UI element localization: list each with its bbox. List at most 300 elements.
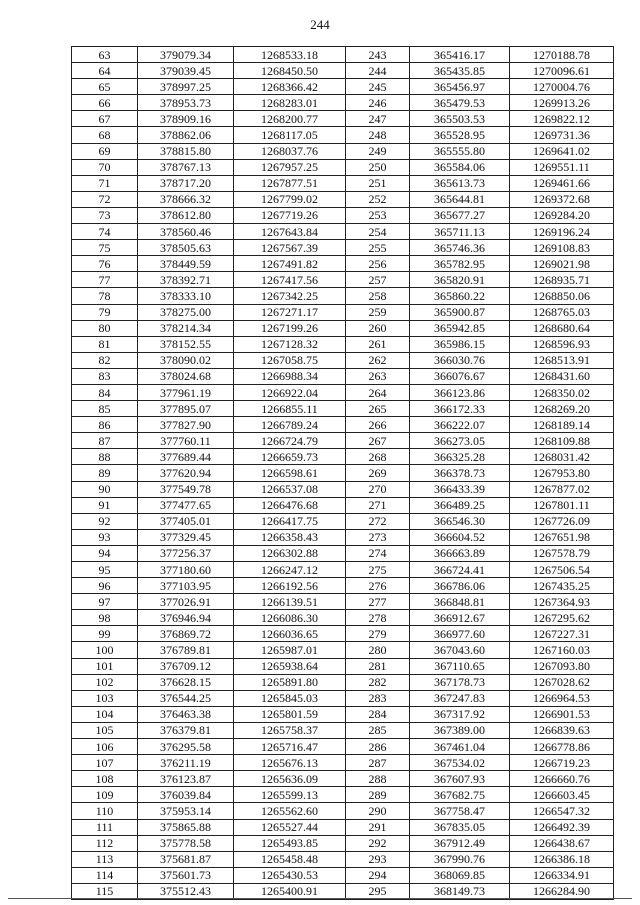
y-coordinate-cell: 1266778.86 <box>510 739 614 755</box>
point-number-cell: 247 <box>346 111 410 127</box>
y-coordinate-cell: 1269822.12 <box>510 111 614 127</box>
point-number-cell: 97 <box>72 594 138 610</box>
table-row <box>72 803 614 819</box>
table-row <box>72 384 614 400</box>
point-number-cell: 253 <box>346 207 410 223</box>
point-number-cell: 286 <box>346 739 410 755</box>
x-coordinate-cell: 366222.07 <box>410 417 510 433</box>
x-coordinate-cell: 366848.81 <box>410 594 510 610</box>
y-coordinate-cell: 1266476.68 <box>234 497 346 513</box>
point-number-cell: 85 <box>72 401 138 417</box>
point-number-cell: 249 <box>346 143 410 159</box>
y-coordinate-cell: 1268513.91 <box>510 352 614 368</box>
point-number-cell: 261 <box>346 336 410 352</box>
x-coordinate-cell: 366786.06 <box>410 578 510 594</box>
point-number-cell: 66 <box>72 95 138 111</box>
x-coordinate-cell: 366030.76 <box>410 352 510 368</box>
point-number-cell: 279 <box>346 626 410 642</box>
y-coordinate-cell: 1266598.61 <box>234 465 346 481</box>
point-number-cell: 109 <box>72 787 138 803</box>
x-coordinate-cell: 377256.37 <box>138 545 234 561</box>
y-coordinate-cell: 1265636.09 <box>234 771 346 787</box>
x-coordinate-cell: 365584.06 <box>410 159 510 175</box>
point-number-cell: 265 <box>346 401 410 417</box>
y-coordinate-cell: 1266988.34 <box>234 368 346 384</box>
x-coordinate-cell: 367317.92 <box>410 706 510 722</box>
y-coordinate-cell: 1268037.76 <box>234 143 346 159</box>
y-coordinate-cell: 1267877.02 <box>510 481 614 497</box>
table-row <box>72 159 614 175</box>
point-number-cell: 271 <box>346 497 410 513</box>
x-coordinate-cell: 365528.95 <box>410 127 510 143</box>
table-row <box>72 449 614 465</box>
x-coordinate-cell: 378560.46 <box>138 224 234 240</box>
y-coordinate-cell: 1267578.79 <box>510 545 614 561</box>
point-number-cell: 267 <box>346 433 410 449</box>
y-coordinate-cell: 1268366.42 <box>234 79 346 95</box>
x-coordinate-cell: 378862.06 <box>138 127 234 143</box>
table-row <box>72 240 614 256</box>
x-coordinate-cell: 379039.45 <box>138 63 234 79</box>
point-number-cell: 276 <box>346 578 410 594</box>
x-coordinate-cell: 367682.75 <box>410 787 510 803</box>
x-coordinate-cell: 376211.19 <box>138 755 234 771</box>
x-coordinate-cell: 368149.73 <box>410 883 510 899</box>
x-coordinate-cell: 375953.14 <box>138 803 234 819</box>
y-coordinate-cell: 1269913.26 <box>510 95 614 111</box>
x-coordinate-cell: 378815.80 <box>138 143 234 159</box>
y-coordinate-cell: 1266036.65 <box>234 626 346 642</box>
point-number-cell: 245 <box>346 79 410 95</box>
table-row <box>72 47 614 63</box>
table-row <box>72 674 614 690</box>
y-coordinate-cell: 1265716.47 <box>234 739 346 755</box>
y-coordinate-cell: 1268850.06 <box>510 288 614 304</box>
y-coordinate-cell: 1266922.04 <box>234 384 346 400</box>
y-coordinate-cell: 1265938.64 <box>234 658 346 674</box>
point-number-cell: 264 <box>346 384 410 400</box>
table-row <box>72 417 614 433</box>
x-coordinate-cell: 377549.78 <box>138 481 234 497</box>
x-coordinate-cell: 365479.53 <box>410 95 510 111</box>
y-coordinate-cell: 1267417.56 <box>234 272 346 288</box>
x-coordinate-cell: 368069.85 <box>410 867 510 883</box>
x-coordinate-cell: 377180.60 <box>138 562 234 578</box>
point-number-cell: 92 <box>72 513 138 529</box>
y-coordinate-cell: 1267227.31 <box>510 626 614 642</box>
x-coordinate-cell: 377329.45 <box>138 529 234 545</box>
y-coordinate-cell: 1266547.32 <box>510 803 614 819</box>
point-number-cell: 256 <box>346 256 410 272</box>
y-coordinate-cell: 1268450.50 <box>234 63 346 79</box>
point-number-cell: 259 <box>346 304 410 320</box>
x-coordinate-cell: 376869.72 <box>138 626 234 642</box>
y-coordinate-cell: 1265676.13 <box>234 755 346 771</box>
point-number-cell: 250 <box>346 159 410 175</box>
x-coordinate-cell: 375512.43 <box>138 883 234 899</box>
y-coordinate-cell: 1268031.42 <box>510 449 614 465</box>
x-coordinate-cell: 377961.19 <box>138 384 234 400</box>
point-number-cell: 96 <box>72 578 138 594</box>
point-number-cell: 248 <box>346 127 410 143</box>
point-number-cell: 114 <box>72 867 138 883</box>
point-number-cell: 104 <box>72 706 138 722</box>
y-coordinate-cell: 1270004.76 <box>510 79 614 95</box>
x-coordinate-cell: 365986.15 <box>410 336 510 352</box>
point-number-cell: 88 <box>72 449 138 465</box>
point-number-cell: 257 <box>346 272 410 288</box>
point-number-cell: 294 <box>346 867 410 883</box>
table-row <box>72 304 614 320</box>
table-row <box>72 722 614 738</box>
table-row <box>72 127 614 143</box>
table-row <box>72 658 614 674</box>
y-coordinate-cell: 1268431.60 <box>510 368 614 384</box>
x-coordinate-cell: 366489.25 <box>410 497 510 513</box>
table-row <box>72 401 614 417</box>
y-coordinate-cell: 1268765.03 <box>510 304 614 320</box>
point-number-cell: 282 <box>346 674 410 690</box>
point-number-cell: 113 <box>72 851 138 867</box>
y-coordinate-cell: 1267058.75 <box>234 352 346 368</box>
y-coordinate-cell: 1267342.25 <box>234 288 346 304</box>
point-number-cell: 91 <box>72 497 138 513</box>
point-number-cell: 246 <box>346 95 410 111</box>
point-number-cell: 71 <box>72 175 138 191</box>
x-coordinate-cell: 375681.87 <box>138 851 234 867</box>
x-coordinate-cell: 377895.07 <box>138 401 234 417</box>
table-row <box>72 562 614 578</box>
point-number-cell: 105 <box>72 722 138 738</box>
x-coordinate-cell: 377103.95 <box>138 578 234 594</box>
y-coordinate-cell: 1267953.80 <box>510 465 614 481</box>
point-number-cell: 103 <box>72 690 138 706</box>
page-bottom-rule <box>8 898 632 899</box>
x-coordinate-cell: 378612.80 <box>138 207 234 223</box>
y-coordinate-cell: 1266192.56 <box>234 578 346 594</box>
y-coordinate-cell: 1268935.71 <box>510 272 614 288</box>
x-coordinate-cell: 366172.33 <box>410 401 510 417</box>
x-coordinate-cell: 365820.91 <box>410 272 510 288</box>
x-coordinate-cell: 379079.34 <box>138 47 234 63</box>
x-coordinate-cell: 367247.83 <box>410 690 510 706</box>
table-row <box>72 771 614 787</box>
x-coordinate-cell: 367110.65 <box>410 658 510 674</box>
point-number-cell: 95 <box>72 562 138 578</box>
point-number-cell: 290 <box>346 803 410 819</box>
y-coordinate-cell: 1265599.13 <box>234 787 346 803</box>
point-number-cell: 107 <box>72 755 138 771</box>
point-number-cell: 72 <box>72 191 138 207</box>
x-coordinate-cell: 378767.13 <box>138 159 234 175</box>
y-coordinate-cell: 1265400.91 <box>234 883 346 899</box>
y-coordinate-cell: 1267028.62 <box>510 674 614 690</box>
x-coordinate-cell: 378333.10 <box>138 288 234 304</box>
x-coordinate-cell: 376628.15 <box>138 674 234 690</box>
table-row <box>72 175 614 191</box>
table-row <box>72 610 614 626</box>
table-row <box>72 835 614 851</box>
y-coordinate-cell: 1266724.79 <box>234 433 346 449</box>
y-coordinate-cell: 1267651.98 <box>510 529 614 545</box>
point-number-cell: 269 <box>346 465 410 481</box>
y-coordinate-cell: 1265527.44 <box>234 819 346 835</box>
y-coordinate-cell: 1266839.63 <box>510 722 614 738</box>
x-coordinate-cell: 377477.65 <box>138 497 234 513</box>
y-coordinate-cell: 1266139.51 <box>234 594 346 610</box>
x-coordinate-cell: 378909.16 <box>138 111 234 127</box>
x-coordinate-cell: 365782.95 <box>410 256 510 272</box>
point-number-cell: 274 <box>346 545 410 561</box>
y-coordinate-cell: 1268109.88 <box>510 433 614 449</box>
x-coordinate-cell: 367990.76 <box>410 851 510 867</box>
table-row <box>72 368 614 384</box>
x-coordinate-cell: 367461.04 <box>410 739 510 755</box>
x-coordinate-cell: 365677.27 <box>410 207 510 223</box>
x-coordinate-cell: 365456.97 <box>410 79 510 95</box>
coordinates-table <box>71 46 614 900</box>
x-coordinate-cell: 375601.73 <box>138 867 234 883</box>
point-number-cell: 112 <box>72 835 138 851</box>
y-coordinate-cell: 1268189.14 <box>510 417 614 433</box>
x-coordinate-cell: 367758.47 <box>410 803 510 819</box>
table-row <box>72 690 614 706</box>
y-coordinate-cell: 1267435.25 <box>510 578 614 594</box>
y-coordinate-cell: 1267643.84 <box>234 224 346 240</box>
x-coordinate-cell: 367389.00 <box>410 722 510 738</box>
point-number-cell: 93 <box>72 529 138 545</box>
y-coordinate-cell: 1266603.45 <box>510 787 614 803</box>
point-number-cell: 260 <box>346 320 410 336</box>
table-row <box>72 272 614 288</box>
x-coordinate-cell: 376123.87 <box>138 771 234 787</box>
y-coordinate-cell: 1269021.98 <box>510 256 614 272</box>
point-number-cell: 285 <box>346 722 410 738</box>
y-coordinate-cell: 1265891.80 <box>234 674 346 690</box>
point-number-cell: 86 <box>72 417 138 433</box>
table-row <box>72 739 614 755</box>
x-coordinate-cell: 365435.85 <box>410 63 510 79</box>
point-number-cell: 87 <box>72 433 138 449</box>
point-number-cell: 278 <box>346 610 410 626</box>
point-number-cell: 84 <box>72 384 138 400</box>
point-number-cell: 275 <box>346 562 410 578</box>
point-number-cell: 74 <box>72 224 138 240</box>
x-coordinate-cell: 378717.20 <box>138 175 234 191</box>
x-coordinate-cell: 376379.81 <box>138 722 234 738</box>
point-number-cell: 270 <box>346 481 410 497</box>
y-coordinate-cell: 1267726.09 <box>510 513 614 529</box>
x-coordinate-cell: 376544.25 <box>138 690 234 706</box>
table-row <box>72 288 614 304</box>
x-coordinate-cell: 378024.68 <box>138 368 234 384</box>
y-coordinate-cell: 1267295.62 <box>510 610 614 626</box>
y-coordinate-cell: 1265758.37 <box>234 722 346 738</box>
point-number-cell: 251 <box>346 175 410 191</box>
y-coordinate-cell: 1269284.20 <box>510 207 614 223</box>
x-coordinate-cell: 367534.02 <box>410 755 510 771</box>
x-coordinate-cell: 375865.88 <box>138 819 234 835</box>
y-coordinate-cell: 1269461.66 <box>510 175 614 191</box>
point-number-cell: 293 <box>346 851 410 867</box>
y-coordinate-cell: 1267877.51 <box>234 175 346 191</box>
y-coordinate-cell: 1268350.02 <box>510 384 614 400</box>
point-number-cell: 268 <box>346 449 410 465</box>
x-coordinate-cell: 366604.52 <box>410 529 510 545</box>
table-row <box>72 95 614 111</box>
y-coordinate-cell: 1267491.82 <box>234 256 346 272</box>
y-coordinate-cell: 1266719.23 <box>510 755 614 771</box>
point-number-cell: 277 <box>346 594 410 610</box>
x-coordinate-cell: 378090.02 <box>138 352 234 368</box>
y-coordinate-cell: 1268117.05 <box>234 127 346 143</box>
point-number-cell: 292 <box>346 835 410 851</box>
x-coordinate-cell: 377620.94 <box>138 465 234 481</box>
point-number-cell: 288 <box>346 771 410 787</box>
y-coordinate-cell: 1266492.39 <box>510 819 614 835</box>
y-coordinate-cell: 1268680.64 <box>510 320 614 336</box>
point-number-cell: 77 <box>72 272 138 288</box>
x-coordinate-cell: 366546.30 <box>410 513 510 529</box>
x-coordinate-cell: 378152.55 <box>138 336 234 352</box>
y-coordinate-cell: 1267364.93 <box>510 594 614 610</box>
x-coordinate-cell: 377405.01 <box>138 513 234 529</box>
y-coordinate-cell: 1267128.32 <box>234 336 346 352</box>
table-row <box>72 545 614 561</box>
x-coordinate-cell: 365711.13 <box>410 224 510 240</box>
point-number-cell: 262 <box>346 352 410 368</box>
x-coordinate-cell: 365613.73 <box>410 175 510 191</box>
point-number-cell: 263 <box>346 368 410 384</box>
y-coordinate-cell: 1265801.59 <box>234 706 346 722</box>
point-number-cell: 102 <box>72 674 138 690</box>
y-coordinate-cell: 1267506.54 <box>510 562 614 578</box>
point-number-cell: 69 <box>72 143 138 159</box>
x-coordinate-cell: 365746.36 <box>410 240 510 256</box>
x-coordinate-cell: 365900.87 <box>410 304 510 320</box>
x-coordinate-cell: 377689.44 <box>138 449 234 465</box>
y-coordinate-cell: 1266302.88 <box>234 545 346 561</box>
point-number-cell: 99 <box>72 626 138 642</box>
x-coordinate-cell: 377026.91 <box>138 594 234 610</box>
x-coordinate-cell: 376295.58 <box>138 739 234 755</box>
point-number-cell: 65 <box>72 79 138 95</box>
table-row <box>72 256 614 272</box>
y-coordinate-cell: 1269108.83 <box>510 240 614 256</box>
point-number-cell: 68 <box>72 127 138 143</box>
point-number-cell: 101 <box>72 658 138 674</box>
point-number-cell: 255 <box>346 240 410 256</box>
y-coordinate-cell: 1266537.08 <box>234 481 346 497</box>
x-coordinate-cell: 366977.60 <box>410 626 510 642</box>
x-coordinate-cell: 366076.67 <box>410 368 510 384</box>
table-row <box>72 465 614 481</box>
y-coordinate-cell: 1266660.76 <box>510 771 614 787</box>
y-coordinate-cell: 1266086.30 <box>234 610 346 626</box>
x-coordinate-cell: 366912.67 <box>410 610 510 626</box>
table-row <box>72 755 614 771</box>
x-coordinate-cell: 376946.94 <box>138 610 234 626</box>
x-coordinate-cell: 365555.80 <box>410 143 510 159</box>
point-number-cell: 243 <box>346 47 410 63</box>
x-coordinate-cell: 365644.81 <box>410 191 510 207</box>
page-number: 244 <box>310 17 330 32</box>
point-number-cell: 284 <box>346 706 410 722</box>
point-number-cell: 111 <box>72 819 138 835</box>
point-number-cell: 80 <box>72 320 138 336</box>
x-coordinate-cell: 376709.12 <box>138 658 234 674</box>
table-row <box>72 79 614 95</box>
y-coordinate-cell: 1266789.24 <box>234 417 346 433</box>
x-coordinate-cell: 365860.22 <box>410 288 510 304</box>
point-number-cell: 75 <box>72 240 138 256</box>
y-coordinate-cell: 1265458.48 <box>234 851 346 867</box>
y-coordinate-cell: 1268283.01 <box>234 95 346 111</box>
y-coordinate-cell: 1265493.85 <box>234 835 346 851</box>
y-coordinate-cell: 1268533.18 <box>234 47 346 63</box>
y-coordinate-cell: 1266334.91 <box>510 867 614 883</box>
point-number-cell: 70 <box>72 159 138 175</box>
y-coordinate-cell: 1267160.03 <box>510 642 614 658</box>
x-coordinate-cell: 376039.84 <box>138 787 234 803</box>
point-number-cell: 254 <box>346 224 410 240</box>
y-coordinate-cell: 1265430.53 <box>234 867 346 883</box>
x-coordinate-cell: 366273.05 <box>410 433 510 449</box>
y-coordinate-cell: 1267719.26 <box>234 207 346 223</box>
table-row <box>72 867 614 883</box>
x-coordinate-cell: 366724.41 <box>410 562 510 578</box>
y-coordinate-cell: 1265987.01 <box>234 642 346 658</box>
point-number-cell: 115 <box>72 883 138 899</box>
x-coordinate-cell: 365416.17 <box>410 47 510 63</box>
x-coordinate-cell: 367043.60 <box>410 642 510 658</box>
table-row <box>72 352 614 368</box>
table-row <box>72 433 614 449</box>
x-coordinate-cell: 366325.28 <box>410 449 510 465</box>
table-row <box>72 63 614 79</box>
table-row <box>72 642 614 658</box>
point-number-cell: 110 <box>72 803 138 819</box>
x-coordinate-cell: 378275.00 <box>138 304 234 320</box>
point-number-cell: 79 <box>72 304 138 320</box>
x-coordinate-cell: 376789.81 <box>138 642 234 658</box>
y-coordinate-cell: 1269641.02 <box>510 143 614 159</box>
x-coordinate-cell: 377760.11 <box>138 433 234 449</box>
y-coordinate-cell: 1266901.53 <box>510 706 614 722</box>
point-number-cell: 82 <box>72 352 138 368</box>
point-number-cell: 81 <box>72 336 138 352</box>
x-coordinate-cell: 378666.32 <box>138 191 234 207</box>
table-row <box>72 481 614 497</box>
y-coordinate-cell: 1266386.18 <box>510 851 614 867</box>
y-coordinate-cell: 1269731.36 <box>510 127 614 143</box>
y-coordinate-cell: 1270096.61 <box>510 63 614 79</box>
table-row <box>72 594 614 610</box>
table-row <box>72 320 614 336</box>
y-coordinate-cell: 1267957.25 <box>234 159 346 175</box>
x-coordinate-cell: 367178.73 <box>410 674 510 690</box>
point-number-cell: 76 <box>72 256 138 272</box>
point-number-cell: 64 <box>72 63 138 79</box>
y-coordinate-cell: 1266659.73 <box>234 449 346 465</box>
point-number-cell: 273 <box>346 529 410 545</box>
x-coordinate-cell: 378392.71 <box>138 272 234 288</box>
point-number-cell: 291 <box>346 819 410 835</box>
point-number-cell: 67 <box>72 111 138 127</box>
y-coordinate-cell: 1267567.39 <box>234 240 346 256</box>
table-row <box>72 224 614 240</box>
point-number-cell: 78 <box>72 288 138 304</box>
